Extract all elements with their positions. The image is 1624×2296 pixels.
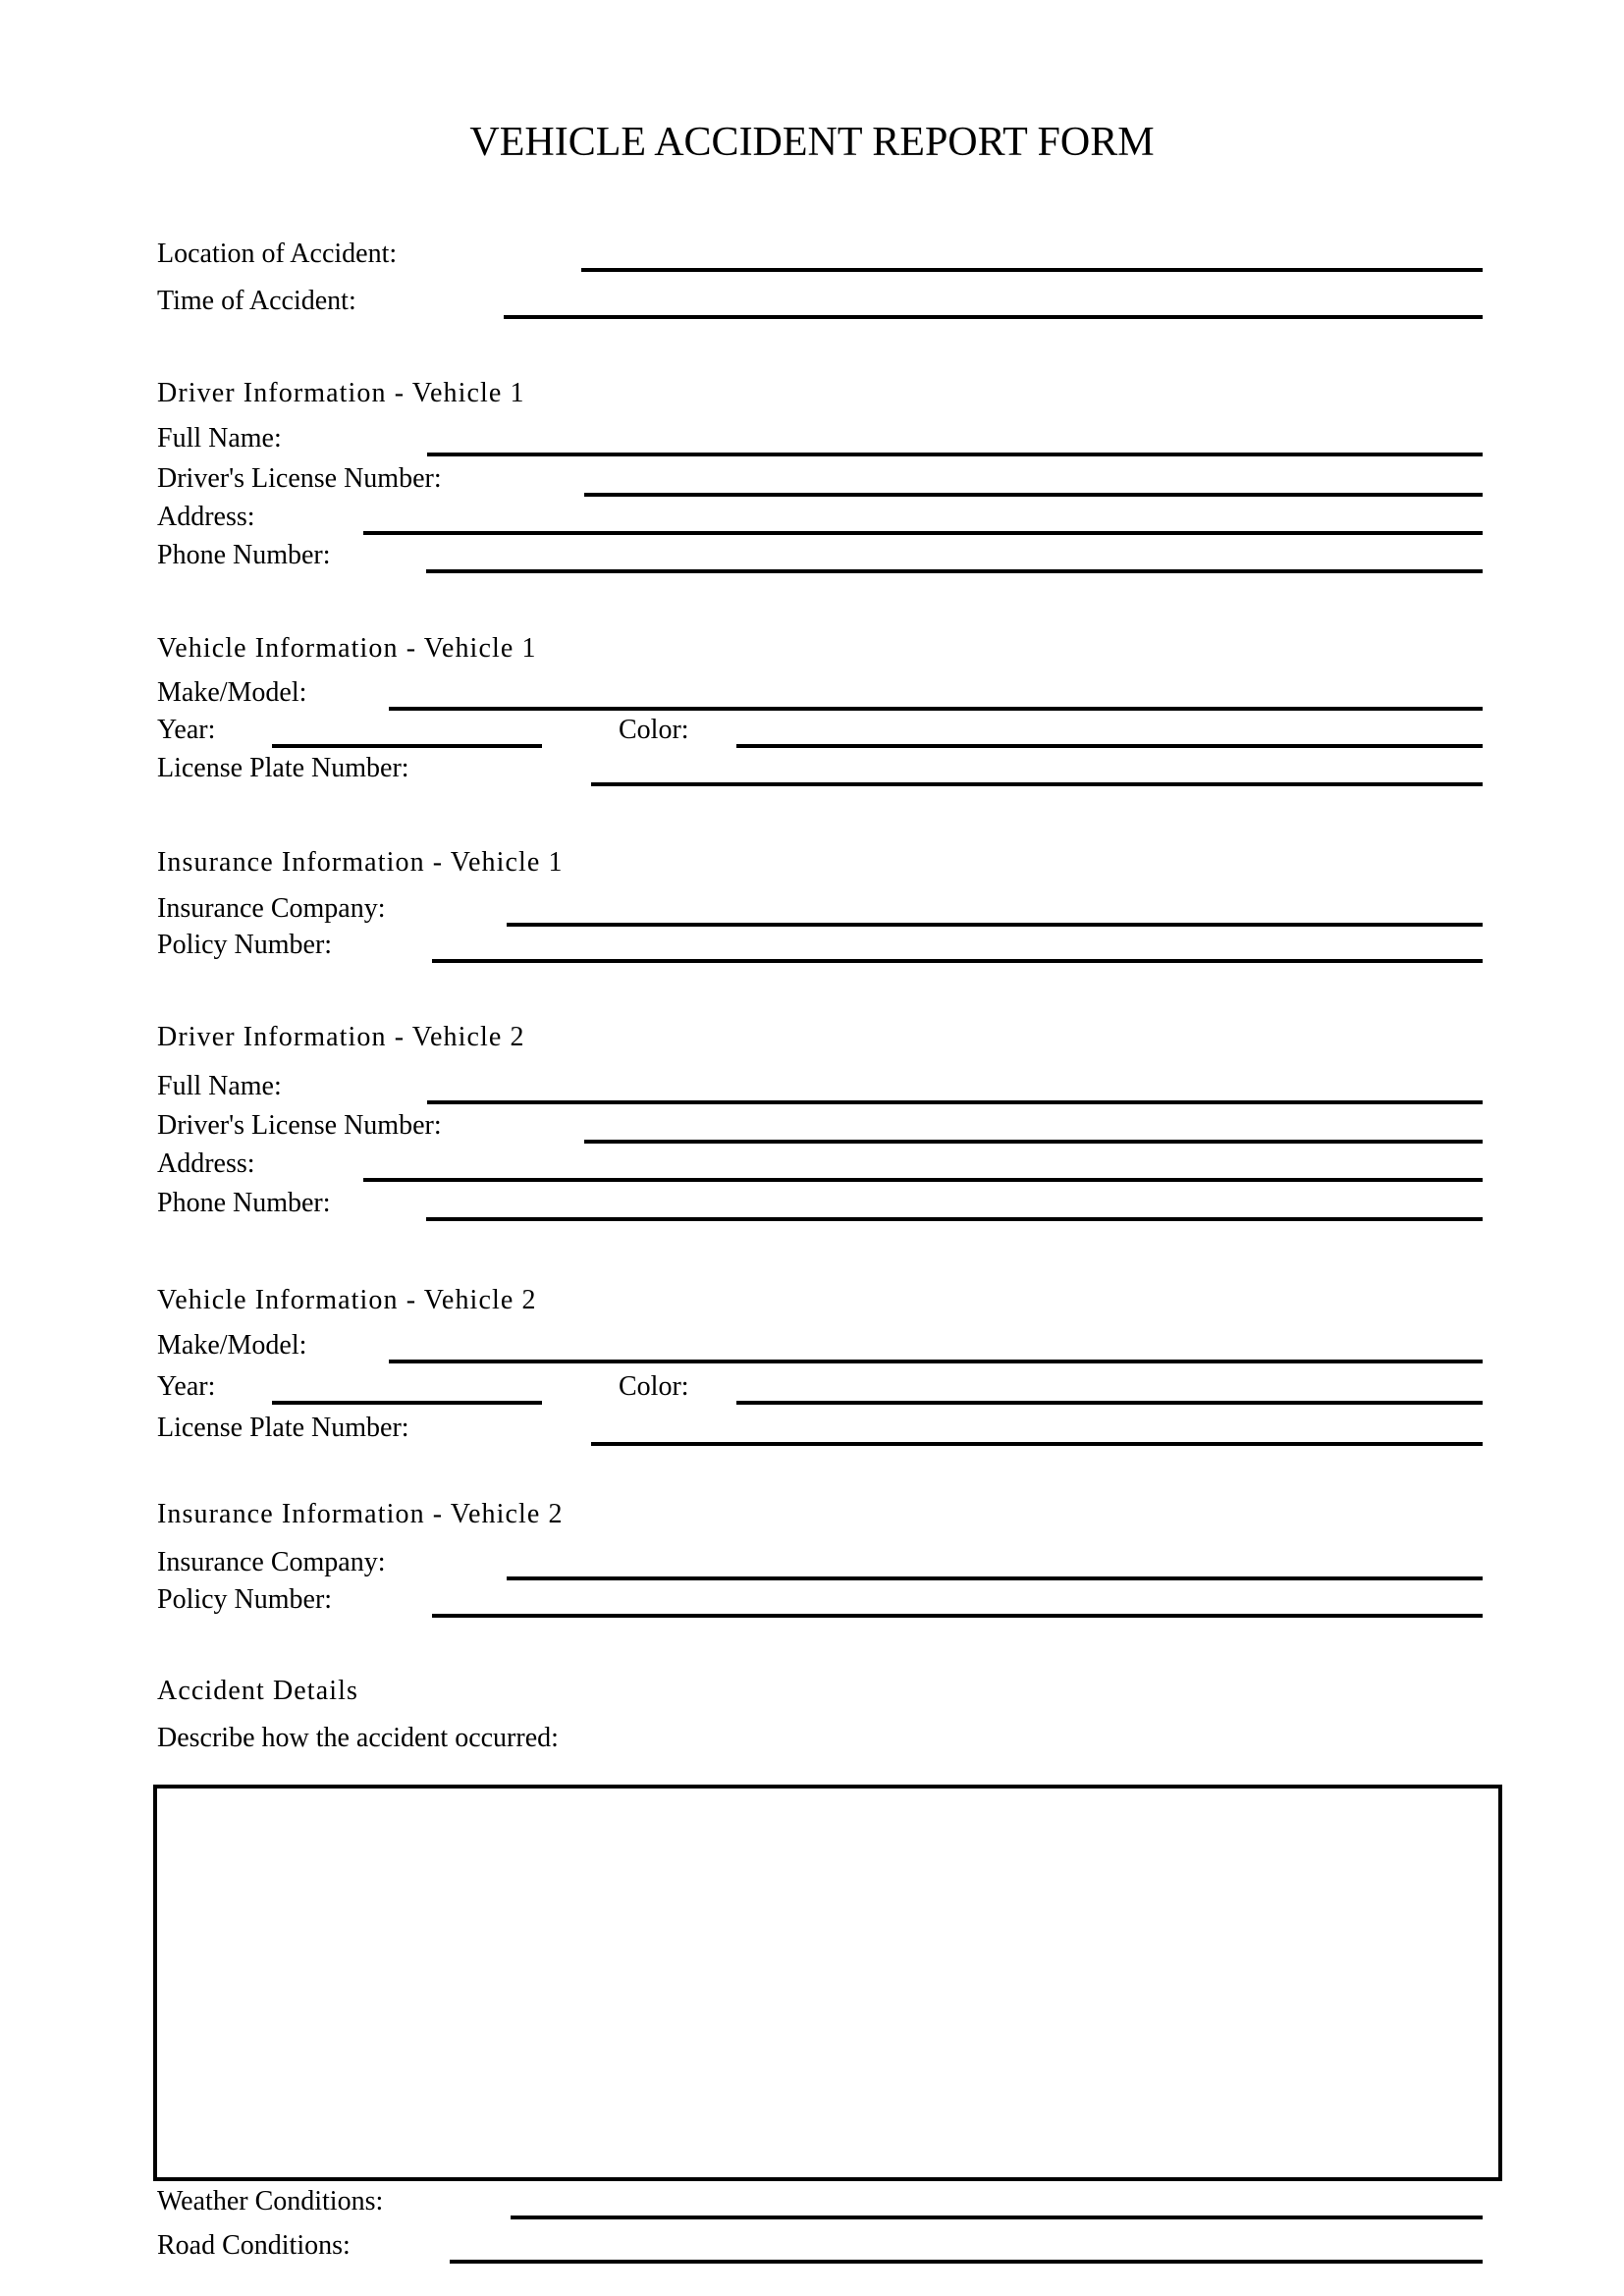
vehicle1-color-input-line[interactable] xyxy=(736,744,1483,748)
driver1-full-name-input-line[interactable] xyxy=(427,453,1483,456)
driver2-full-name-label: Full Name: xyxy=(157,1071,282,1101)
insurance1-section-heading: Insurance Information - Vehicle 1 xyxy=(157,847,564,878)
driver1-address-label: Address: xyxy=(157,502,255,532)
vehicle2-make-model-input-line[interactable] xyxy=(389,1360,1483,1363)
road-conditions-label: Road Conditions: xyxy=(157,2230,351,2261)
describe-accident-row xyxy=(157,1722,1483,1755)
vehicle1-license-plate-field xyxy=(157,752,1483,785)
driver2-address-label: Address: xyxy=(157,1148,255,1179)
vehicle1-license-plate-label: License Plate Number: xyxy=(157,753,409,783)
insurance2-company-input-line[interactable] xyxy=(507,1576,1483,1580)
vehicle1-section-heading: Vehicle Information - Vehicle 1 xyxy=(157,633,537,664)
driver2-address-input-line[interactable] xyxy=(363,1178,1483,1182)
driver1-address-field xyxy=(157,501,1483,534)
weather-conditions-input-line[interactable] xyxy=(511,2216,1483,2219)
road-conditions-field xyxy=(157,2229,1483,2263)
vehicle1-color-label: Color: xyxy=(619,715,689,745)
driver2-license-number-input-line[interactable] xyxy=(584,1140,1483,1144)
driver2-full-name-field xyxy=(157,1070,1483,1103)
insurance1-company-input-line[interactable] xyxy=(507,923,1483,927)
insurance1-company-field xyxy=(157,892,1483,926)
location-of-accident-input-line[interactable] xyxy=(581,268,1483,272)
vehicle2-color-label: Color: xyxy=(619,1371,689,1402)
driver1-phone-input-line[interactable] xyxy=(426,569,1483,573)
vehicle2-license-plate-label: License Plate Number: xyxy=(157,1413,409,1443)
driver2-address-field xyxy=(157,1148,1483,1181)
insurance2-company-label: Insurance Company: xyxy=(157,1547,386,1577)
weather-conditions-label: Weather Conditions: xyxy=(157,2186,384,2216)
vehicle1-year-input-line[interactable] xyxy=(272,744,542,748)
describe-accident-label: Describe how the accident occurred: xyxy=(157,1723,559,1753)
insurance2-section-heading: Insurance Information - Vehicle 2 xyxy=(157,1499,564,1529)
driver2-phone-label: Phone Number: xyxy=(157,1188,331,1218)
driver1-section-heading: Driver Information - Vehicle 1 xyxy=(157,378,525,408)
vehicle2-year-input-line[interactable] xyxy=(272,1401,542,1405)
insurance1-policy-field xyxy=(157,929,1483,962)
road-conditions-input-line[interactable] xyxy=(450,2260,1483,2264)
vehicle2-license-plate-field xyxy=(157,1412,1483,1445)
driver2-phone-field xyxy=(157,1187,1483,1220)
form-title: VEHICLE ACCIDENT REPORT FORM xyxy=(469,120,1155,165)
vehicle1-make-model-field xyxy=(157,676,1483,710)
vehicle1-make-model-input-line[interactable] xyxy=(389,707,1483,711)
vehicle1-year-color-row xyxy=(157,714,1483,747)
driver1-license-number-label: Driver's License Number: xyxy=(157,463,442,494)
vehicle1-make-model-label: Make/Model: xyxy=(157,677,307,708)
driver1-address-input-line[interactable] xyxy=(363,531,1483,535)
time-of-accident-input-line[interactable] xyxy=(504,315,1483,319)
insurance2-policy-label: Policy Number: xyxy=(157,1584,333,1615)
weather-conditions-field xyxy=(157,2185,1483,2218)
accident-details-section-heading: Accident Details xyxy=(157,1676,358,1706)
driver2-license-number-field xyxy=(157,1109,1483,1143)
vehicle2-color-input-line[interactable] xyxy=(736,1401,1483,1405)
location-of-accident-field xyxy=(157,238,1483,271)
driver1-license-number-input-line[interactable] xyxy=(584,493,1483,497)
insurance2-company-field xyxy=(157,1546,1483,1579)
driver2-section-heading: Driver Information - Vehicle 2 xyxy=(157,1022,525,1052)
insurance1-policy-input-line[interactable] xyxy=(432,959,1483,963)
vehicle2-license-plate-input-line[interactable] xyxy=(591,1442,1483,1446)
vehicle2-section-heading: Vehicle Information - Vehicle 2 xyxy=(157,1285,537,1315)
time-of-accident-field xyxy=(157,285,1483,318)
insurance1-company-label: Insurance Company: xyxy=(157,893,386,924)
driver1-phone-field xyxy=(157,539,1483,572)
driver1-full-name-field xyxy=(157,422,1483,455)
driver2-phone-input-line[interactable] xyxy=(426,1217,1483,1221)
vehicle2-make-model-field xyxy=(157,1329,1483,1362)
insurance2-policy-input-line[interactable] xyxy=(432,1614,1483,1618)
driver2-full-name-input-line[interactable] xyxy=(427,1100,1483,1104)
driver2-license-number-label: Driver's License Number: xyxy=(157,1110,442,1141)
driver1-phone-label: Phone Number: xyxy=(157,540,331,570)
vehicle2-make-model-label: Make/Model: xyxy=(157,1330,307,1361)
accident-description-box[interactable] xyxy=(153,1785,1502,2181)
driver1-license-number-field xyxy=(157,462,1483,496)
vehicle1-year-label: Year: xyxy=(157,715,216,745)
driver1-full-name-label: Full Name: xyxy=(157,423,282,454)
vehicle2-year-color-row xyxy=(157,1370,1483,1404)
vehicle2-year-label: Year: xyxy=(157,1371,216,1402)
time-of-accident-label: Time of Accident: xyxy=(157,286,356,316)
insurance1-policy-label: Policy Number: xyxy=(157,930,333,960)
insurance2-policy-field xyxy=(157,1583,1483,1617)
location-of-accident-label: Location of Accident: xyxy=(157,239,398,269)
vehicle1-license-plate-input-line[interactable] xyxy=(591,782,1483,786)
